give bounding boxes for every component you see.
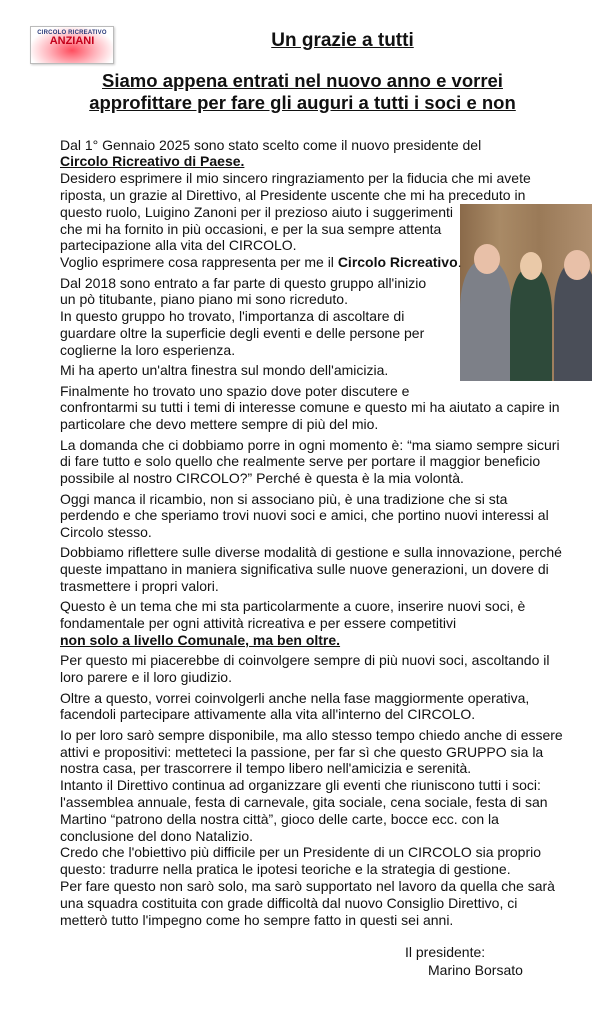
text-line: questo: tradurre nella pratica le ipotesi teoriche e la strategia di gestione. [60, 861, 511, 878]
text-line: riposta, un grazie al Direttivo, al Presidente uscente che mi ha preceduto in [60, 186, 526, 203]
paragraph [60, 437, 600, 487]
text-line: loro parere e il loro giudizio. [60, 669, 232, 686]
text-line: Circolo Ricreativo di Paese. [60, 153, 245, 170]
paragraph [60, 690, 600, 724]
text-line: che mi ha fornito in più occasioni, e per la sua sempre attenta [60, 220, 442, 237]
page-title: Un grazie a tutti [271, 30, 414, 51]
text-line: Questo è un tema che mi sta particolarmente a cuore, inserire nuovi soci, è [60, 598, 526, 615]
logo-line2: ANZIANI [49, 35, 95, 47]
text-line: Desidero esprimere il mio sincero ringraziamento per la fiducia che mi avete [60, 170, 531, 187]
subtitle [0, 70, 605, 114]
text-line: confrontarmi su tutti i temi di interesse comune e questo mi ha aiutato a capire in [60, 399, 560, 416]
text-line: perdendo e che speriamo trovi nuovi soci e amici, che portino nuovi interessi al [60, 507, 549, 524]
subtitle-line: Siamo appena entrati nel nuovo anno e vorrei [102, 70, 503, 91]
text-line: particolare che devo mettere sempre di più del mio. [60, 416, 379, 433]
text-line: Credo che l'obiettivo più difficile per un Presidente di un CIRCOLO sia proprio [60, 844, 541, 861]
text-line: Dal 1° Gennaio 2025 sono stato scelto come il nuovo presidente del [60, 136, 482, 153]
text-line: un pò titubante, piano piano mi sono ricreduto. [60, 291, 348, 308]
logo-line1: CIRCOLO RICREATIVO [37, 30, 107, 36]
text-line: Finalmente ho trovato uno spazio dove poter discutere e [60, 382, 410, 399]
text-segment: . [457, 254, 462, 271]
text-line: Mi ha aperto un'altra finestra sul mondo dell'amicizia. [60, 362, 389, 379]
text-line: queste impattano in maniera significativa sulle nuove generazioni, un dovere di [60, 561, 549, 578]
text-line: possibile al nostro CIRCOLO?” Perché è questa è la mia volontà. [60, 470, 464, 487]
text-line: Per questo mi piacerebbe di coinvolgere sempre di più nuovi soci, ascoltando il [60, 652, 550, 669]
text-line: Oggi manca il ricambio, non si associano più, è una tradizione che si sta [60, 490, 508, 507]
text-line: guardare oltre la superficie degli eventi e delle persone per [60, 324, 425, 341]
text-line [60, 254, 600, 271]
text-line: Per fare questo non sarò solo, ma sarò supportato nel lavoro da quella che sarà [60, 878, 555, 894]
text-line: metterò tutto l'impegno come ho sempre fatto in questi sei anni. [60, 911, 454, 928]
text-line: di fare tutto e solo quello che realmente serve per portare il maggior beneficio [60, 453, 541, 470]
letter-body [60, 133, 600, 928]
text-line: Circolo stesso. [60, 524, 152, 541]
signature-name: Marino Borsato [428, 962, 523, 978]
text-line: non solo a livello Comunale, ma ben oltre. [60, 632, 341, 649]
paragraph [60, 275, 600, 359]
signature [405, 943, 523, 979]
text-line: una squadra costituita con grade difficoltà dal nuovo Consiglio Direttivo, ci [60, 894, 518, 911]
paragraph [60, 727, 600, 929]
paragraph [60, 137, 600, 271]
text-line: facendoli partecipare attivamente alla vita all'interno del CIRCOLO. [60, 706, 476, 723]
paragraph [60, 544, 600, 594]
text-line: partecipazione alla vita del CIRCOLO. [60, 237, 297, 254]
text-line: In questo gruppo ho trovato, l'importanza di ascoltare di [60, 308, 405, 325]
bold-text: Circolo Ricreativo [337, 254, 458, 271]
text-line: attivi e propositivi: metteteci la passione, per far sì che questo GRUPPO sia la [60, 743, 544, 760]
text-line: fondamentale per ogni attività ricreativa e per essere competitivi [60, 615, 457, 632]
text-line: coglierne la loro esperienza. [60, 341, 236, 358]
paragraph [60, 598, 600, 648]
text-line: Martino “patrono della nostra città”, gioco delle carte, bocce ecc. con la [60, 810, 499, 827]
text-line: Intanto il Direttivo continua ad organizzare gli eventi che riuniscono tutti i soci: [60, 777, 541, 794]
paragraph [60, 362, 600, 379]
subtitle-line: approfittare per fare gli auguri a tutti i soci e non [89, 92, 516, 113]
text-line: Oltre a questo, vorrei coinvolgerli anche nella fase maggiormente operativa, [60, 689, 530, 706]
text-line: l'assemblea annuale, festa di carnevale, gita sociale, cena sociale, festa di san [60, 794, 548, 811]
text-line: La domanda che ci dobbiamo porre in ogni momento è: “ma siamo sempre sicuri [60, 436, 560, 453]
text-line: trasmettere i propri valori. [60, 578, 219, 595]
paragraph [60, 383, 600, 433]
text-line: Dal 2018 sono entrato a far parte di questo gruppo all'inizio [60, 274, 427, 291]
text-line: conclusione del dono Natalizio. [60, 827, 254, 844]
text-line: questo ruolo, Luigino Zanoni per il prezioso aiuto i suggerimenti [60, 203, 454, 220]
paragraph [60, 652, 600, 686]
text-line: Dobbiamo riflettere sulle diverse modalità di gestione e sulla innovazione, perché [60, 544, 562, 561]
text-line: nostra casa, per trascorrere il tempo libero nell'amicizia e serenità. [60, 760, 472, 777]
text-line: Io per loro sarò sempre disponibile, ma allo stesso tempo chiedo anche di essere [60, 726, 563, 743]
signature-role: Il presidente: [405, 944, 486, 960]
text-segment: Voglio esprimere cosa rappresenta per me il [60, 254, 338, 271]
paragraph [60, 491, 600, 541]
